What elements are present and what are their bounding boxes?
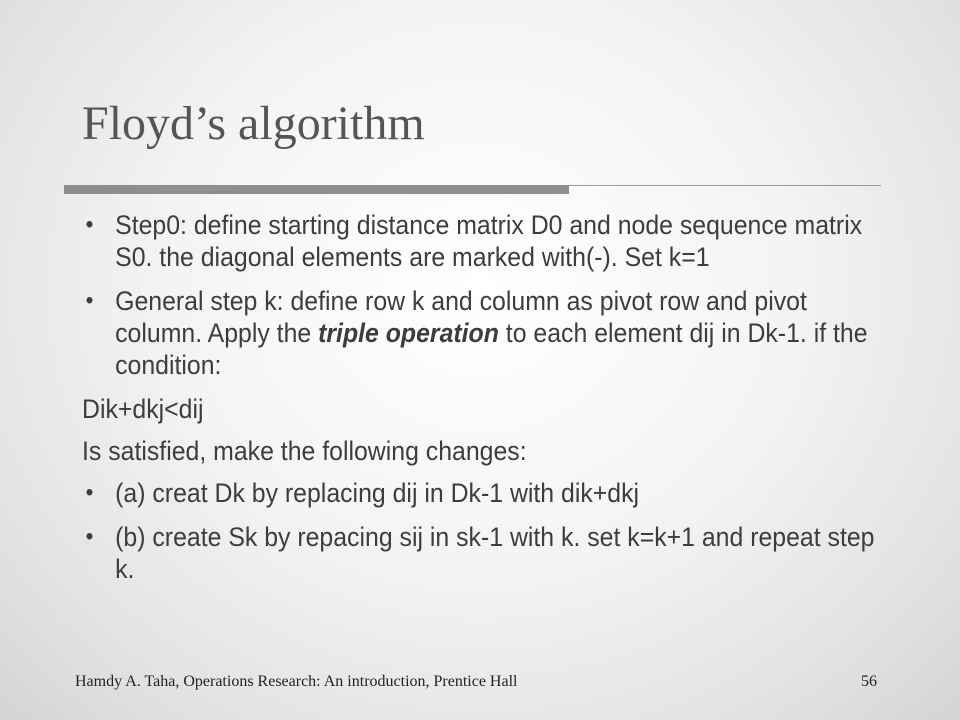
footer-citation: Hamdy A. Taha, Operations Research: An introduction, Prentice Hall <box>75 673 518 690</box>
bullet-change-a <box>82 477 892 509</box>
condition-text: Dik+dkj<dij <box>82 394 204 424</box>
bullet-dot: • <box>85 211 94 238</box>
change-b-text: (b) create Sk by repacing sij in sk-1 with k. set k=k+1 and repeat step k. <box>115 522 875 584</box>
bullet-general-step <box>82 285 892 381</box>
bullet-step0 <box>82 209 892 273</box>
title-underline-thick <box>64 185 569 194</box>
bullet-dot: • <box>85 479 94 506</box>
step0-text: Step0: define starting distance matrix D0 and node sequence matrix S0. the diagonal elements are marked with(-). Set k=1 <box>115 210 863 272</box>
slide-body <box>82 209 892 597</box>
bullet-dot: • <box>85 523 94 550</box>
change-a-text: (a) creat Dk by replacing dij in Dk-1 with dik+dkj <box>115 478 640 508</box>
title-underline-thin <box>569 185 881 186</box>
page-number: 56 <box>861 673 877 690</box>
general-step-text-start: General step k: define row k and column as pivot row and pivot column. Apply the <box>115 286 807 348</box>
general-step-text-end: to each element dij in Dk-1. if the condition: <box>115 318 868 380</box>
bullet-change-b <box>82 521 892 585</box>
satisfied-text: Is satisfied, make the following changes: <box>82 436 527 466</box>
bullet-dot: • <box>85 287 94 314</box>
slide-title: Floyd’s algorithm <box>82 97 425 150</box>
general-step-emphasis: triple operation <box>318 318 499 348</box>
